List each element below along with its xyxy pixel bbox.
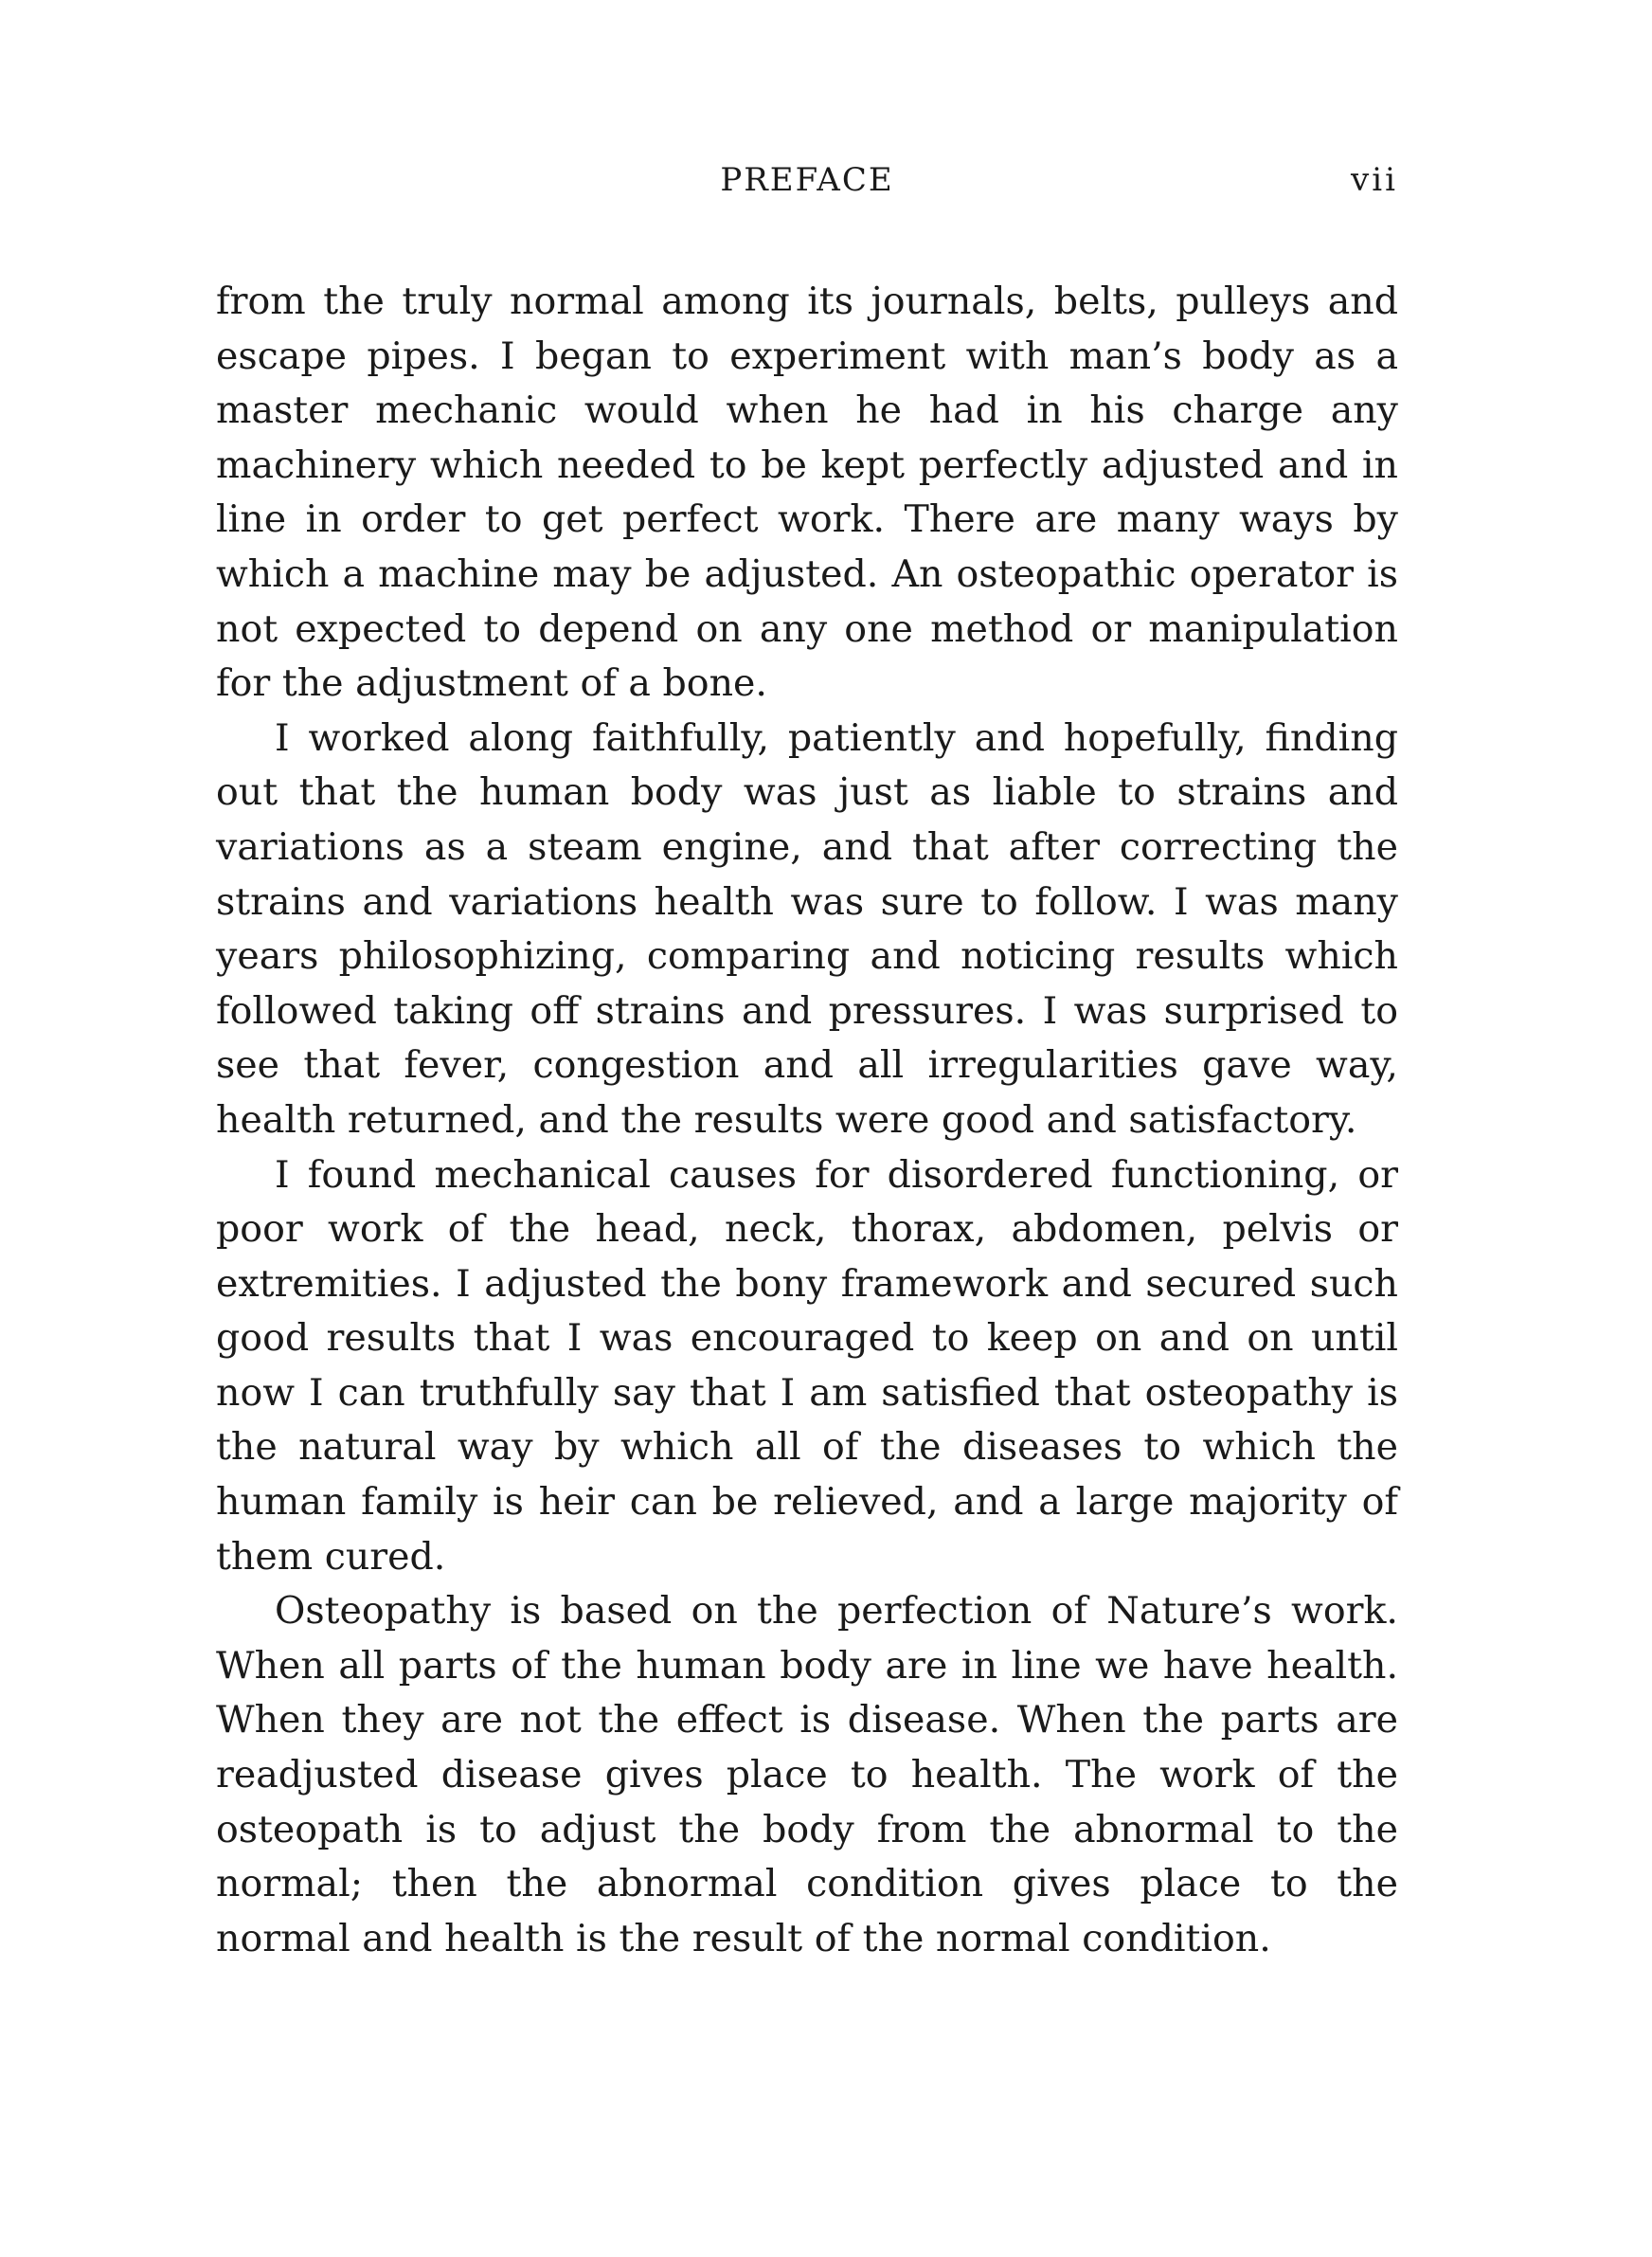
chapter-title: PREFACE — [720, 161, 894, 199]
paragraph-3: I found mechanical causes for disordered functioning, or poor work of the head, neck, thorax, abdomen, pelvis or extremities. I adjusted the bony framework and secured such good results that I was encouraged to keep on and on until now I can truthfully say that I am satisfied that osteopathy is the natural way by which all of the diseases to which the human family is heir can be relieved, and a large majority of them cured. — [216, 1152, 1398, 1579]
book-page — [216, 161, 1398, 2151]
body-text — [216, 275, 1398, 1966]
paragraph-1: from the truly normal among its journals, belts, pulleys and escape pipes. I began to experiment with man’s body as a master mechanic would when he had in his charge any machinery which needed to be kept perfectly adjusted and in line in order to get perfect work. There are many ways by which a machine may be adjusted. An osteopathic operator is not expected to depend on any one method or manipulation for the adjustment of a bone. — [216, 280, 1398, 706]
paragraph-4: Osteopathy is based on the perfection of Nature’s work. When all parts of the human body are in line we have health. When they are not the effect is disease. When the parts are readjusted disease gives place to health. The work of the osteopath is to adjust the body from the abnormal to the normal; then the abnormal condition gives place to the normal and health is the result of the normal condition. — [216, 1589, 1398, 1960]
running-head — [216, 161, 1398, 218]
paragraph-2: I worked along faithfully, patiently and hopefully, finding out that the human body was just as liable to strains and variations as a steam engine, and that after correcting the strains and variations health was sure to follow. I was many years philosophizing, comparing and noticing results which followed taking off strains and pressures. I was surprised to see that fever, congestion and all irregularities gave way, health returned, and the results were good and satisfactory. — [216, 715, 1398, 1142]
page-number: vii — [1351, 161, 1398, 199]
